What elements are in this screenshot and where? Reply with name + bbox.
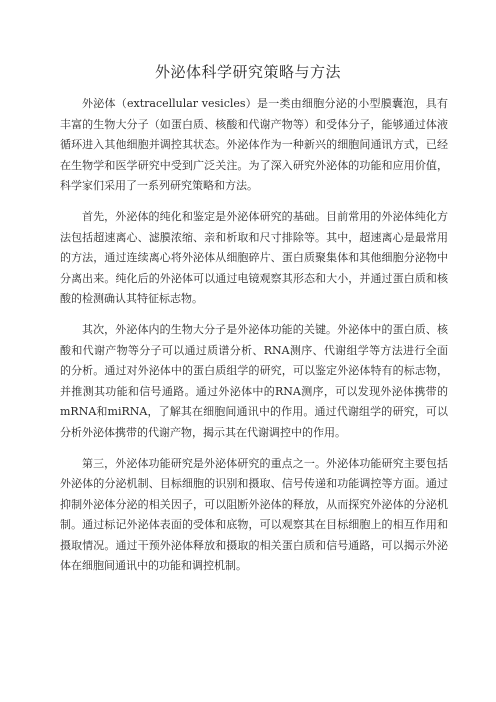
paragraph-intro: 外泌体（extracellular vesicles）是一类由细胞分泌的小型膜囊泡，具有丰富的生物大分子（如蛋白质、核酸和代谢产物等）和受体分子，能够通过体液循环进入其他细胞并调控其状态。外泌体作为一种新兴的细胞间通讯方式，已经在生物学和医学研究中受到广泛关注。为了深入研究外泌体的功能和应用价值，科学家们采用了一系列研究策略和方法。 [60,97,448,193]
paragraph-purification: 首先，外泌体的纯化和鉴定是外泌体研究的基础。目前常用的外泌体纯化方法包括超速离心、滤膜浓缩、亲和析取和尺寸排除等。其中，超速离心是最常用的方法，通过连续离心将外泌体从细胞碎片、蛋白质聚集体和其他细胞分泌物中分离出来。纯化后的外泌体可以通过电镜观察其形态和大小，并通过蛋白质和核酸的检测确认其特征标志物。 [60,209,448,306]
document-body [60,94,448,587]
document-title: 外泌体科学研究策略与方法 [154,63,341,81]
paragraph-biomolecules: 其次，外泌体内的生物大分子是外泌体功能的关键。外泌体中的蛋白质、核酸和代谢产物等分子可以通过质谱分析、RNA测序、代谢组学等方法进行全面的分析。通过对外泌体中的蛋白质组学的研究，可以鉴定外泌体特有的标志物，并推测其功能和信号通路。通过外泌体中的RNA测序，可以发现外泌体携带的mRNA和miRNA，了解其在细胞间通讯中的作用。通过代谢组学的研究，可以分析外泌体携带的代谢产物，揭示其在代谢调控中的作用。 [60,322,448,439]
paragraph-function: 第三，外泌体功能研究是外泌体研究的重点之一。外泌体功能研究主要包括外泌体的分泌机制、目标细胞的识别和摄取、信号传递和功能调控等方面。通过抑制外泌体分泌的相关因子，可以阻断外泌体的释放，从而探究外泌体的分泌机制。通过标记外泌体表面的受体和底物，可以观察其在目标细胞上的相互作用和摄取情况。通过干预外泌体释放和摄取的相关蛋白质和信号通路，可以揭示外泌体在细胞间通讯中的功能和调控机制。 [60,456,448,573]
